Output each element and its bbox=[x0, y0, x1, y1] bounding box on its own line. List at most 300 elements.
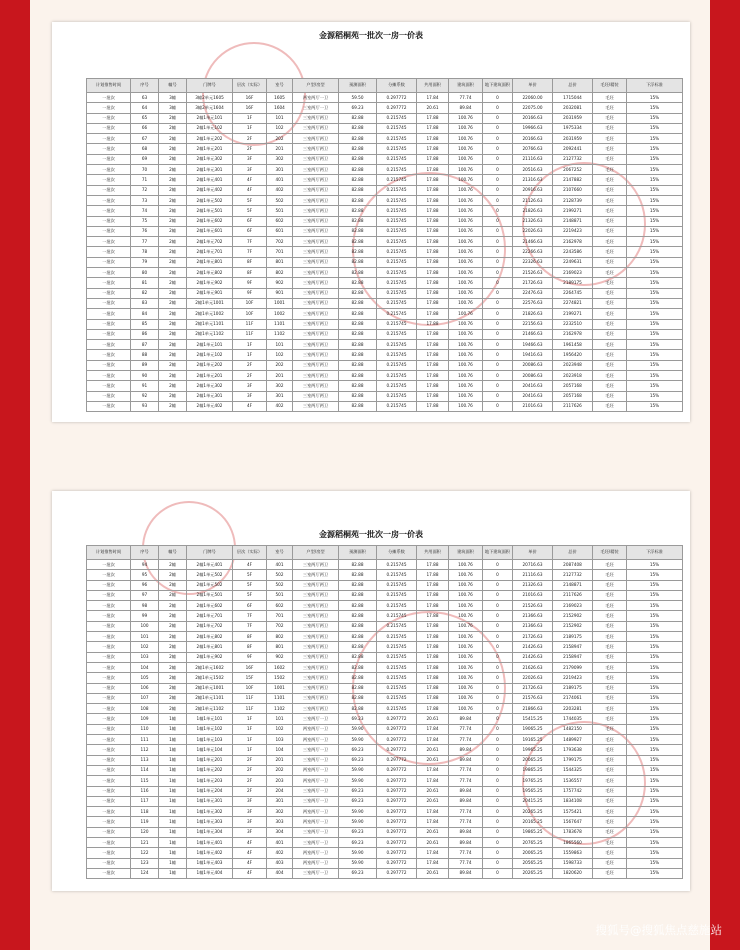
table-cell: 3幢2单元1604 bbox=[187, 103, 233, 113]
table-cell: 19765.25 bbox=[513, 776, 553, 786]
table-cell: 15% bbox=[627, 776, 683, 786]
table-cell: 0.215745 bbox=[377, 590, 417, 600]
table-cell: 0.215745 bbox=[377, 268, 417, 278]
table-cell: 0 bbox=[483, 714, 513, 724]
table-cell: 15% bbox=[627, 360, 683, 370]
table-cell: 2203281 bbox=[553, 704, 593, 714]
table-cell: 2幢 bbox=[159, 185, 187, 195]
column-header: 下浮标准 bbox=[627, 79, 683, 93]
table-cell: 15% bbox=[627, 580, 683, 590]
table-cell: 2幢1单元901 bbox=[187, 288, 233, 298]
table-cell: 2幢 bbox=[159, 216, 187, 226]
table-cell: 115 bbox=[131, 776, 159, 786]
table-cell: 2幢1单元401 bbox=[187, 560, 233, 570]
table-cell: 2幢 bbox=[159, 195, 187, 205]
table-cell: 20065.25 bbox=[513, 848, 553, 858]
table-row bbox=[87, 103, 683, 113]
table-cell: 1793638 bbox=[553, 745, 593, 755]
table-cell: 304 bbox=[267, 827, 293, 837]
table-cell: 82.88 bbox=[339, 278, 377, 288]
table-cell: 2031959 bbox=[553, 134, 593, 144]
column-header: 门牌号 bbox=[187, 79, 233, 93]
table-cell: 20.61 bbox=[417, 786, 449, 796]
table-cell: 2169023 bbox=[553, 601, 593, 611]
table-cell: 2148871 bbox=[553, 580, 593, 590]
table-cell: 三室两厅一卫 bbox=[293, 745, 339, 755]
table-cell: 15% bbox=[627, 601, 683, 611]
table-cell: 2幢 bbox=[159, 154, 187, 164]
table-cell: 15% bbox=[627, 868, 683, 878]
table-cell: 1F bbox=[233, 350, 267, 360]
table-cell: 2幢1单元1102 bbox=[187, 329, 233, 339]
table-row bbox=[87, 745, 683, 755]
table-cell: 15% bbox=[627, 340, 683, 350]
table-cell: 17.88 bbox=[417, 113, 449, 123]
table-cell: 601 bbox=[267, 226, 293, 236]
table-cell: 0.215745 bbox=[377, 391, 417, 401]
column-header: 总价 bbox=[553, 546, 593, 560]
table-cell: 17.88 bbox=[417, 601, 449, 611]
table-cell: 21116.63 bbox=[513, 570, 553, 580]
table-cell: 2F bbox=[233, 776, 267, 786]
table-cell: 2幢1单元601 bbox=[187, 226, 233, 236]
table-cell: 100.76 bbox=[449, 590, 483, 600]
table-cell: 15% bbox=[627, 93, 683, 103]
table-cell: 15% bbox=[627, 714, 683, 724]
table-cell: 82 bbox=[131, 288, 159, 298]
table-cell: 2幢 bbox=[159, 206, 187, 216]
column-header: 预测面积 bbox=[339, 79, 377, 93]
table-cell: 毛坯 bbox=[593, 693, 627, 703]
table-cell: 202 bbox=[267, 134, 293, 144]
table-cell: 91 bbox=[131, 381, 159, 391]
table-cell: 108 bbox=[131, 704, 159, 714]
table-row bbox=[87, 309, 683, 319]
table-cell: 4F bbox=[233, 185, 267, 195]
table-cell: 0 bbox=[483, 134, 513, 144]
table-cell: 1F bbox=[233, 113, 267, 123]
table-cell: 17.88 bbox=[417, 154, 449, 164]
table-cell: 15% bbox=[627, 755, 683, 765]
table-cell: 17.84 bbox=[417, 776, 449, 786]
table-cell: 0 bbox=[483, 662, 513, 672]
table-cell: 毛坯 bbox=[593, 144, 627, 154]
table-cell: 20916.63 bbox=[513, 185, 553, 195]
table-cell: 402 bbox=[267, 401, 293, 411]
table-cell: 17.88 bbox=[417, 257, 449, 267]
table-cell: 三室两厅两卫 bbox=[293, 195, 339, 205]
table-cell: 17.88 bbox=[417, 642, 449, 652]
table-cell: 82.88 bbox=[339, 590, 377, 600]
table-cell: 0.297772 bbox=[377, 745, 417, 755]
table-cell: 121 bbox=[131, 838, 159, 848]
table-row bbox=[87, 693, 683, 703]
table-cell: 3F bbox=[233, 827, 267, 837]
table-cell: 一批次 bbox=[87, 144, 131, 154]
table-cell: 0 bbox=[483, 580, 513, 590]
table-cell: 59.90 bbox=[339, 765, 377, 775]
table-cell: 2092441 bbox=[553, 144, 593, 154]
table-cell: 2219423 bbox=[553, 673, 593, 683]
table-row bbox=[87, 278, 683, 288]
table-cell: 63 bbox=[131, 93, 159, 103]
table-cell: 302 bbox=[267, 154, 293, 164]
table-row bbox=[87, 195, 683, 205]
table-cell: 0.215745 bbox=[377, 329, 417, 339]
table-cell: 69.23 bbox=[339, 103, 377, 113]
table-cell: 3幢 bbox=[159, 103, 187, 113]
table-cell: 0.297772 bbox=[377, 93, 417, 103]
table-cell: 89.84 bbox=[449, 786, 483, 796]
table-cell: 0.215745 bbox=[377, 195, 417, 205]
table-cell: 21526.63 bbox=[513, 601, 553, 611]
table-cell: 15% bbox=[627, 735, 683, 745]
table-cell: 2幢 bbox=[159, 113, 187, 123]
table-cell: 82.88 bbox=[339, 693, 377, 703]
column-header: 毛坯/精装 bbox=[593, 79, 627, 93]
table-cell: 19165.25 bbox=[513, 735, 553, 745]
table-cell: 一批次 bbox=[87, 735, 131, 745]
table-cell: 17.88 bbox=[417, 381, 449, 391]
table-cell: 89.84 bbox=[449, 755, 483, 765]
table-cell: 2152902 bbox=[553, 611, 593, 621]
table-cell: 15% bbox=[627, 175, 683, 185]
table-cell: 101 bbox=[267, 340, 293, 350]
table-cell: 1559863 bbox=[553, 848, 593, 858]
table-cell: 0.215745 bbox=[377, 570, 417, 580]
table-cell: 10F bbox=[233, 309, 267, 319]
table-cell: 1幢 bbox=[159, 786, 187, 796]
table-cell: 0.297772 bbox=[377, 817, 417, 827]
table-cell: 82.88 bbox=[339, 662, 377, 672]
table-cell: 15% bbox=[627, 765, 683, 775]
table-cell: 82.88 bbox=[339, 175, 377, 185]
table-cell: 1482150 bbox=[553, 724, 593, 734]
table-cell: 17.88 bbox=[417, 165, 449, 175]
table-cell: 一批次 bbox=[87, 601, 131, 611]
table-cell: 0.297772 bbox=[377, 755, 417, 765]
table-cell: 99 bbox=[131, 611, 159, 621]
table-cell: 0 bbox=[483, 298, 513, 308]
table-cell: 111 bbox=[131, 735, 159, 745]
table-cell: 702 bbox=[267, 237, 293, 247]
table-cell: 毛坯 bbox=[593, 206, 627, 216]
table-cell: 20766.63 bbox=[513, 144, 553, 154]
table-cell: 0 bbox=[483, 93, 513, 103]
column-header: 幢号 bbox=[159, 79, 187, 93]
table-cell: 三室两厅两卫 bbox=[293, 113, 339, 123]
table-cell: 77 bbox=[131, 237, 159, 247]
table-cell: 15% bbox=[627, 278, 683, 288]
table-cell: 401 bbox=[267, 838, 293, 848]
table-cell: 一批次 bbox=[87, 278, 131, 288]
table-cell: 19466.63 bbox=[513, 340, 553, 350]
table-cell: 2幢 bbox=[159, 590, 187, 600]
table-cell: 15% bbox=[627, 103, 683, 113]
table-cell: 82.88 bbox=[339, 560, 377, 570]
table-cell: 2幢 bbox=[159, 278, 187, 288]
table-cell: 302 bbox=[267, 381, 293, 391]
table-cell: 15% bbox=[627, 216, 683, 226]
table-cell: 19565.25 bbox=[513, 786, 553, 796]
table-cell: 0.297772 bbox=[377, 827, 417, 837]
table-row bbox=[87, 257, 683, 267]
table-cell: 15% bbox=[627, 237, 683, 247]
table-cell: 一批次 bbox=[87, 642, 131, 652]
table-cell: 2幢1单元701 bbox=[187, 611, 233, 621]
table-cell: 102 bbox=[267, 123, 293, 133]
table-cell: 毛坯 bbox=[593, 288, 627, 298]
table-cell: 三室两厅两卫 bbox=[293, 257, 339, 267]
table-cell: 2264745 bbox=[553, 288, 593, 298]
table-row bbox=[87, 360, 683, 370]
table-cell: 0 bbox=[483, 755, 513, 765]
table-cell: 2幢 bbox=[159, 268, 187, 278]
table-cell: 15% bbox=[627, 611, 683, 621]
table-cell: 一批次 bbox=[87, 288, 131, 298]
table-cell: 0 bbox=[483, 113, 513, 123]
table-cell: 1F bbox=[233, 340, 267, 350]
table-cell: 0.215745 bbox=[377, 350, 417, 360]
table-cell: 三室两厅两卫 bbox=[293, 601, 339, 611]
table-cell: 2057168 bbox=[553, 381, 593, 391]
table-cell: 1F bbox=[233, 714, 267, 724]
table-cell: 7F bbox=[233, 237, 267, 247]
table-cell: 1604 bbox=[267, 103, 293, 113]
table-cell: 一批次 bbox=[87, 704, 131, 714]
table-cell: 82.88 bbox=[339, 580, 377, 590]
table-cell: 20716.63 bbox=[513, 560, 553, 570]
table-cell: 2幢1单元301 bbox=[187, 391, 233, 401]
table-cell: 201 bbox=[267, 371, 293, 381]
table-cell: 毛坯 bbox=[593, 735, 627, 745]
table-cell: 0 bbox=[483, 724, 513, 734]
table-cell: 2幢1单元702 bbox=[187, 621, 233, 631]
table-cell: 毛坯 bbox=[593, 165, 627, 175]
table-cell: 三室两厅两卫 bbox=[293, 350, 339, 360]
table-cell: 毛坯 bbox=[593, 216, 627, 226]
table-cell: 一批次 bbox=[87, 848, 131, 858]
table-cell: 毛坯 bbox=[593, 134, 627, 144]
table-row bbox=[87, 848, 683, 858]
table-cell: 一批次 bbox=[87, 796, 131, 806]
table-cell: 2幢1单元702 bbox=[187, 237, 233, 247]
table-cell: 2F bbox=[233, 144, 267, 154]
table-cell: 17.88 bbox=[417, 226, 449, 236]
table-cell: 2幢1单元502 bbox=[187, 570, 233, 580]
table-cell: 0.215745 bbox=[377, 662, 417, 672]
table-cell: 0 bbox=[483, 329, 513, 339]
table-cell: 93 bbox=[131, 401, 159, 411]
table-cell: 21326.63 bbox=[513, 216, 553, 226]
table-cell: 三室两厅两卫 bbox=[293, 144, 339, 154]
table-cell: 100.76 bbox=[449, 195, 483, 205]
table-row bbox=[87, 298, 683, 308]
table-cell: 2幢1单元1602 bbox=[187, 662, 233, 672]
table-row bbox=[87, 371, 683, 381]
table-cell: 三室两厅一卫 bbox=[293, 103, 339, 113]
table-cell: 一批次 bbox=[87, 165, 131, 175]
table-cell: 1101 bbox=[267, 319, 293, 329]
table-cell: 2幢 bbox=[159, 632, 187, 642]
table-cell: 2幢1单元1502 bbox=[187, 673, 233, 683]
table-row bbox=[87, 714, 683, 724]
table-cell: 一批次 bbox=[87, 755, 131, 765]
table-cell: 15% bbox=[627, 298, 683, 308]
table-cell: 2219423 bbox=[553, 226, 593, 236]
table-cell: 82.88 bbox=[339, 237, 377, 247]
table-cell: 2F bbox=[233, 786, 267, 796]
table-cell: 一批次 bbox=[87, 216, 131, 226]
table-cell: 89 bbox=[131, 360, 159, 370]
table-cell: 101 bbox=[131, 632, 159, 642]
table-row bbox=[87, 601, 683, 611]
table-cell: 15% bbox=[627, 268, 683, 278]
table-cell: 一批次 bbox=[87, 786, 131, 796]
table-cell: 15% bbox=[627, 704, 683, 714]
table-cell: 77.74 bbox=[449, 93, 483, 103]
table-cell: 0 bbox=[483, 848, 513, 858]
table-cell: 15% bbox=[627, 786, 683, 796]
column-header: 共用面积 bbox=[417, 546, 449, 560]
table-cell: 毛坯 bbox=[593, 827, 627, 837]
table-cell: 1102 bbox=[267, 704, 293, 714]
table-cell: 2幢 bbox=[159, 371, 187, 381]
table-cell: 89.84 bbox=[449, 838, 483, 848]
table-row bbox=[87, 621, 683, 631]
table-cell: 16F bbox=[233, 662, 267, 672]
table-cell: 100.76 bbox=[449, 329, 483, 339]
table-cell: 两室两厅一卫 bbox=[293, 858, 339, 868]
column-header: 总价 bbox=[553, 79, 593, 93]
table-cell: 402 bbox=[267, 848, 293, 858]
table-cell: 17.84 bbox=[417, 93, 449, 103]
table-cell: 118 bbox=[131, 807, 159, 817]
table-cell: 100.76 bbox=[449, 704, 483, 714]
table-cell: 105 bbox=[131, 673, 159, 683]
table-cell: 22156.63 bbox=[513, 319, 553, 329]
table-cell: 82.88 bbox=[339, 673, 377, 683]
table-cell: 20065.25 bbox=[513, 755, 553, 765]
table-cell: 2148871 bbox=[553, 216, 593, 226]
table-row bbox=[87, 288, 683, 298]
table-cell: 59.90 bbox=[339, 735, 377, 745]
table-cell: 1602 bbox=[267, 662, 293, 672]
table-row bbox=[87, 237, 683, 247]
table-cell: 2023918 bbox=[553, 371, 593, 381]
table-cell: 2幢 bbox=[159, 704, 187, 714]
table-cell: 两室两厅一卫 bbox=[293, 817, 339, 827]
table-cell: 100.76 bbox=[449, 683, 483, 693]
table-cell: 15% bbox=[627, 642, 683, 652]
table-cell: 10F bbox=[233, 683, 267, 693]
table-cell: 毛坯 bbox=[593, 103, 627, 113]
column-header: 预测面积 bbox=[339, 546, 377, 560]
table-cell: 0 bbox=[483, 683, 513, 693]
table-cell: 17.88 bbox=[417, 288, 449, 298]
table-cell: 1536557 bbox=[553, 776, 593, 786]
table-cell: 69.23 bbox=[339, 714, 377, 724]
table-cell: 2幢1单元101 bbox=[187, 113, 233, 123]
table-cell: 三室两厅两卫 bbox=[293, 123, 339, 133]
column-header: 共用面积 bbox=[417, 79, 449, 93]
column-header: 建筑面积 bbox=[449, 79, 483, 93]
table-cell: 1幢1单元402 bbox=[187, 848, 233, 858]
table-cell: 0 bbox=[483, 590, 513, 600]
table-cell: 21016.63 bbox=[513, 590, 553, 600]
table-cell: 2幢1单元1102 bbox=[187, 704, 233, 714]
table-cell: 毛坯 bbox=[593, 93, 627, 103]
table-cell: 801 bbox=[267, 642, 293, 652]
table-cell: 124 bbox=[131, 868, 159, 878]
table-cell: 100.76 bbox=[449, 237, 483, 247]
table-cell: 20.61 bbox=[417, 827, 449, 837]
table-cell: 82.88 bbox=[339, 652, 377, 662]
table-cell: 83 bbox=[131, 298, 159, 308]
table-cell: 82.88 bbox=[339, 401, 377, 411]
table-cell: 0.215745 bbox=[377, 298, 417, 308]
table-cell: 100.76 bbox=[449, 381, 483, 391]
table-cell: 17.88 bbox=[417, 621, 449, 631]
table-cell: 17.84 bbox=[417, 735, 449, 745]
table-cell: 2幢 bbox=[159, 288, 187, 298]
table-cell: 17.88 bbox=[417, 185, 449, 195]
table-cell: 一批次 bbox=[87, 858, 131, 868]
table-cell: 一批次 bbox=[87, 714, 131, 724]
table-cell: 82.88 bbox=[339, 268, 377, 278]
table-cell: 2幢 bbox=[159, 134, 187, 144]
table-cell: 71 bbox=[131, 175, 159, 185]
column-header: 地下建筑面积 bbox=[483, 79, 513, 93]
table-cell: 17.84 bbox=[417, 765, 449, 775]
table-cell: 15% bbox=[627, 401, 683, 411]
table-cell: 0 bbox=[483, 601, 513, 611]
table-cell: 0.297772 bbox=[377, 776, 417, 786]
table-row bbox=[87, 340, 683, 350]
table-cell: 17.88 bbox=[417, 570, 449, 580]
table-cell: 15% bbox=[627, 329, 683, 339]
table-cell: 三室两厅两卫 bbox=[293, 632, 339, 642]
table-cell: 1715044 bbox=[553, 93, 593, 103]
table-cell: 1幢 bbox=[159, 776, 187, 786]
table-cell: 20516.63 bbox=[513, 165, 553, 175]
table-cell: 11F bbox=[233, 319, 267, 329]
table-cell: 82.88 bbox=[339, 144, 377, 154]
table-cell: 0 bbox=[483, 165, 513, 175]
column-header: 序号 bbox=[131, 546, 159, 560]
table-cell: 0.215745 bbox=[377, 175, 417, 185]
table-cell: 21126.63 bbox=[513, 195, 553, 205]
price-table bbox=[86, 78, 683, 412]
table-cell: 100.76 bbox=[449, 257, 483, 267]
table-cell: 3F bbox=[233, 817, 267, 827]
table-row bbox=[87, 226, 683, 236]
table-cell: 三室两厅一卫 bbox=[293, 755, 339, 765]
table-cell: 82.88 bbox=[339, 123, 377, 133]
table-cell: 59.90 bbox=[339, 858, 377, 868]
table-cell: 2幢 bbox=[159, 652, 187, 662]
table-cell: 21726.63 bbox=[513, 683, 553, 693]
column-header: 分摊系数 bbox=[377, 79, 417, 93]
table-cell: 1幢 bbox=[159, 765, 187, 775]
table-cell: 三室两厅两卫 bbox=[293, 621, 339, 631]
table-cell: 100.76 bbox=[449, 113, 483, 123]
table-cell: 0.215745 bbox=[377, 580, 417, 590]
table-cell: 2162978 bbox=[553, 329, 593, 339]
table-cell: 74 bbox=[131, 206, 159, 216]
table-cell: 1001 bbox=[267, 683, 293, 693]
table-cell: 0.215745 bbox=[377, 309, 417, 319]
